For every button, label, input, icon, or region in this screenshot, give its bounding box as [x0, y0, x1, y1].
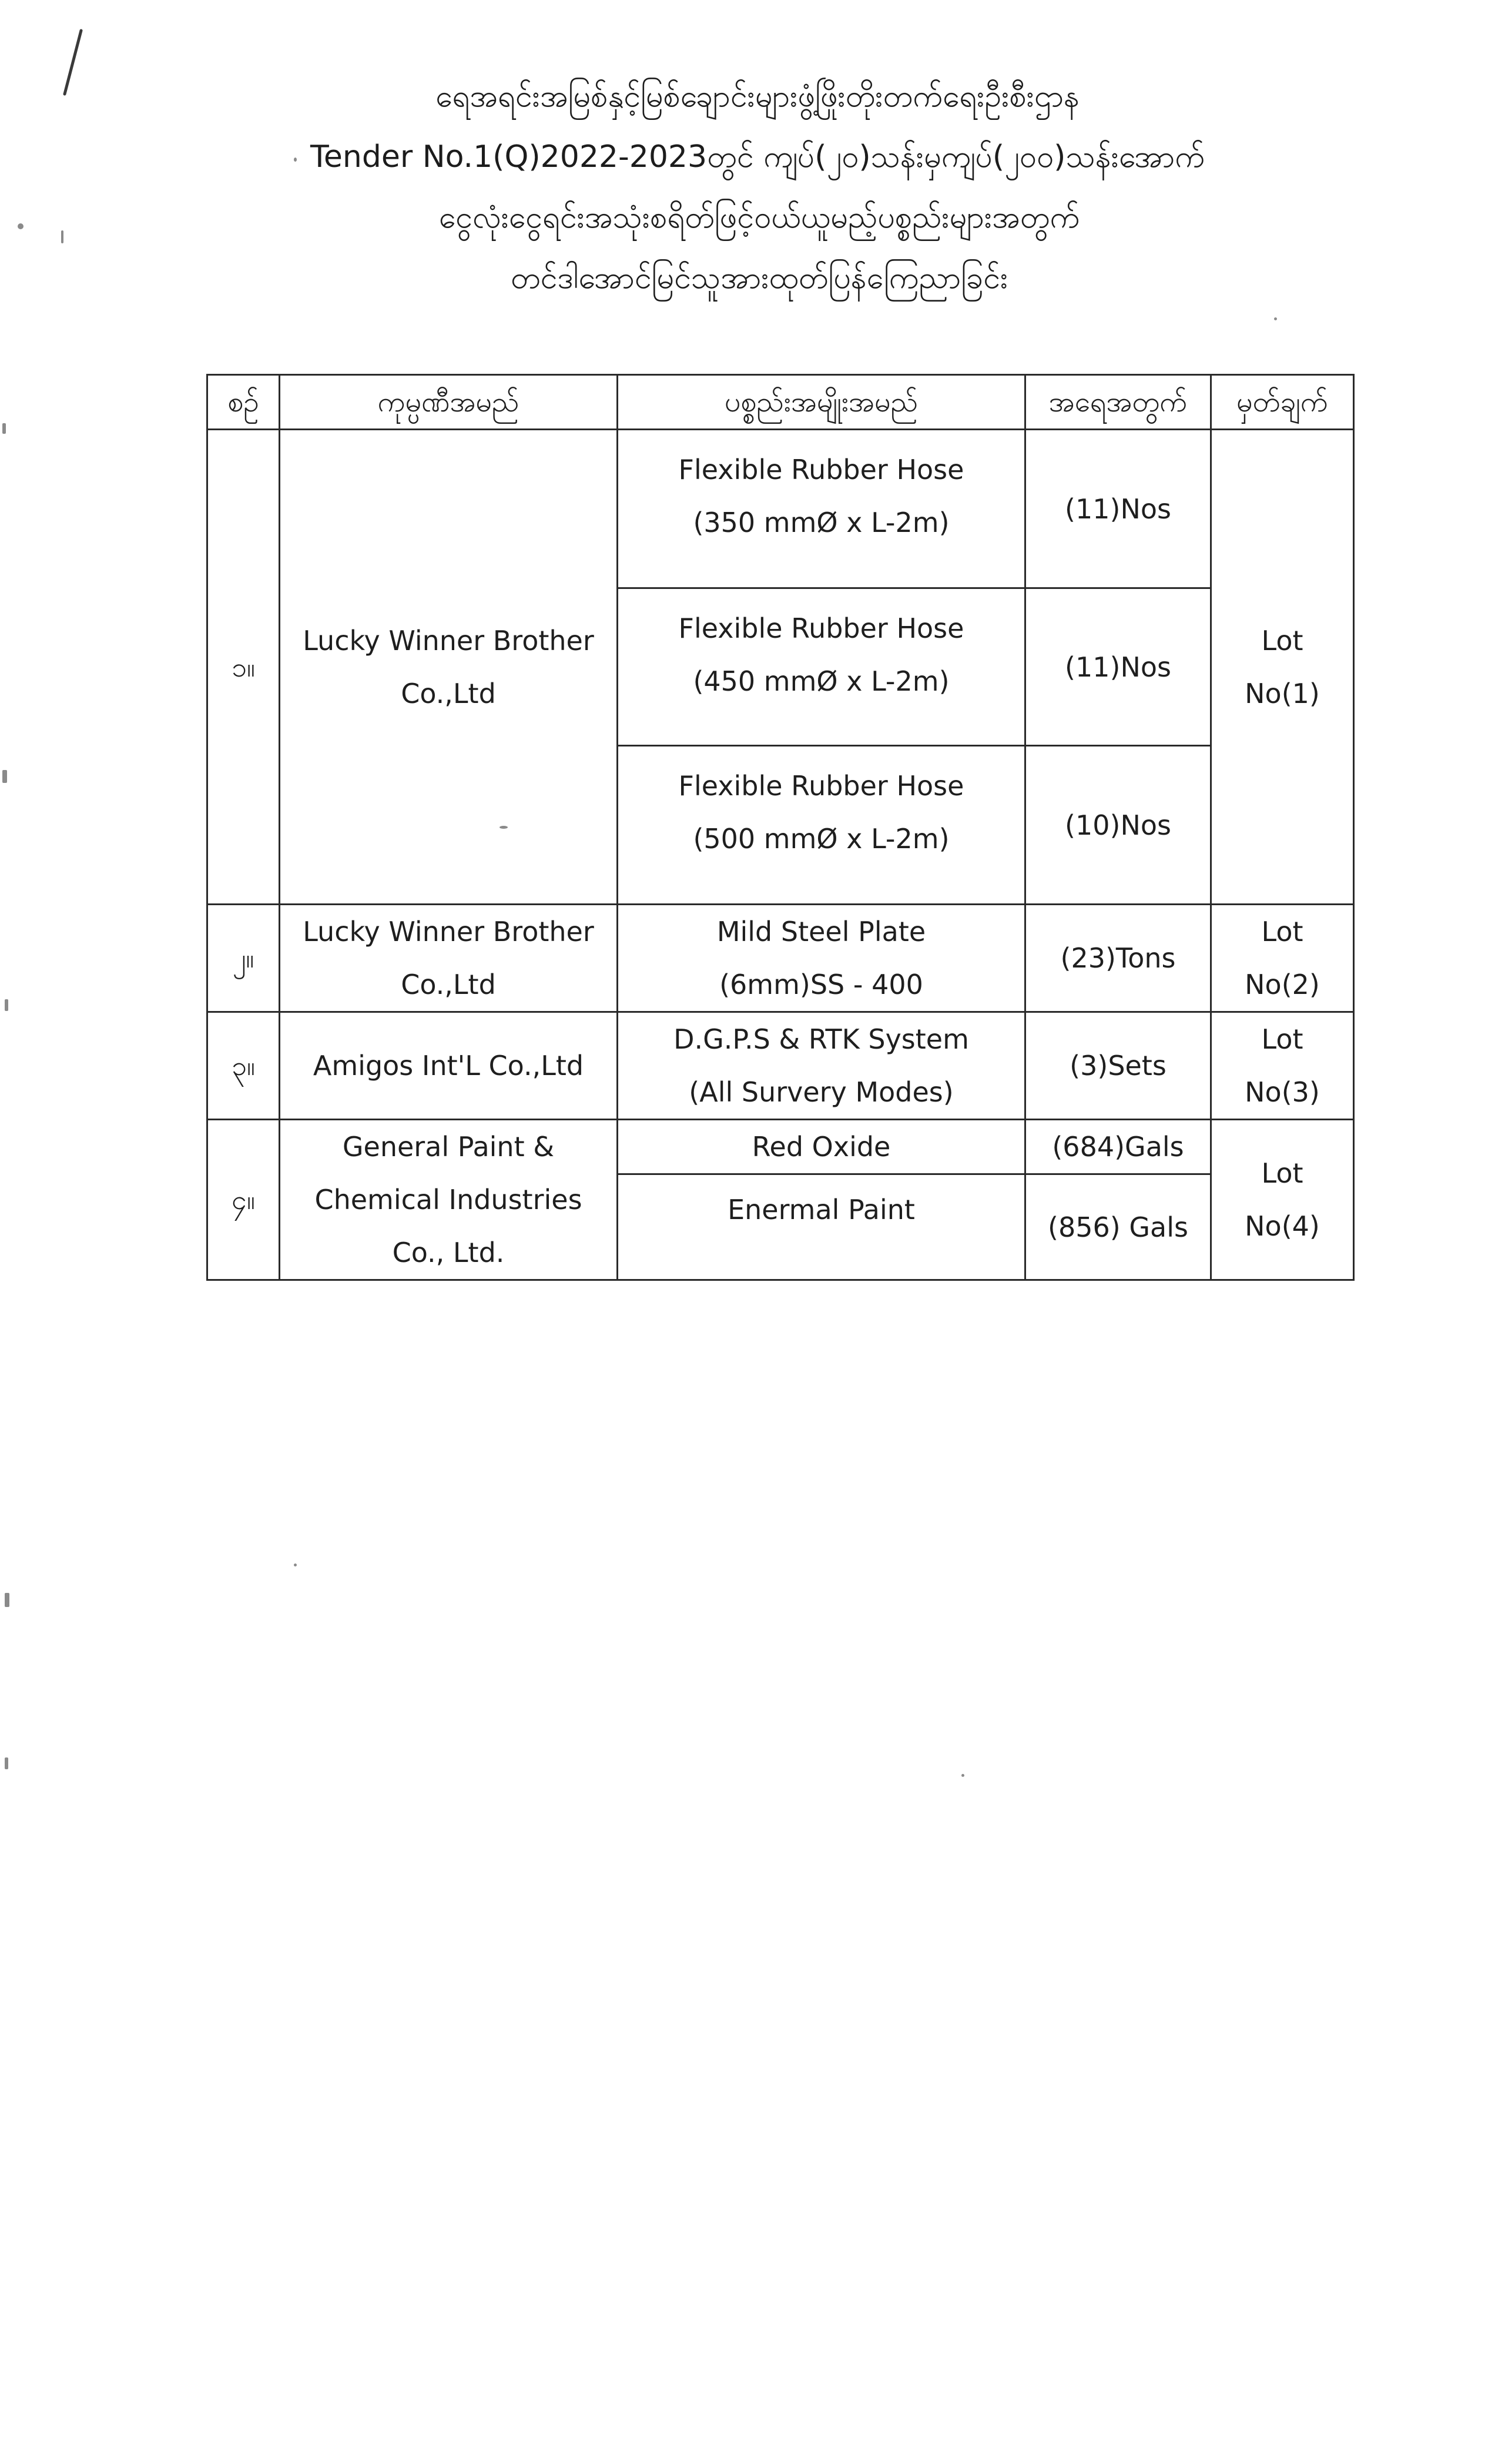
company-name-line: Lucky Winner Brother — [303, 916, 594, 948]
scan-speck — [294, 158, 297, 162]
header-quantity: အရေအတွက် — [1025, 375, 1211, 430]
scan-speck — [5, 1593, 9, 1607]
remark-line: Lot — [1261, 1023, 1303, 1055]
tender-results-table — [206, 374, 1355, 1281]
quantity-cell: (856) Gals — [1025, 1174, 1211, 1280]
table-row — [207, 430, 1354, 588]
scan-speck — [294, 1564, 297, 1566]
item-name-line: D.G.P.S & RTK System — [673, 1023, 969, 1055]
quantity-cell: (10)Nos — [1025, 746, 1211, 905]
remark-line: No(3) — [1245, 1076, 1320, 1108]
company-name-line: Co., Ltd. — [392, 1237, 505, 1268]
remark-line: No(1) — [1245, 677, 1320, 709]
header-no: စဉ် — [207, 375, 280, 430]
company-cell — [280, 430, 618, 905]
item-cell — [618, 1012, 1025, 1120]
item-spec-line: (500 mmØ x L-2m) — [693, 823, 950, 855]
item-name-line: Flexible Rubber Hose — [678, 454, 964, 486]
scan-speck — [18, 223, 24, 229]
row-number: ၃။ — [207, 1012, 280, 1120]
table-header-row — [207, 375, 1354, 430]
item-name-line: Mild Steel Plate — [716, 916, 926, 948]
row-number: ၄။ — [207, 1120, 280, 1280]
scan-speck — [2, 770, 7, 783]
remark-cell — [1211, 1120, 1354, 1280]
table-row — [207, 905, 1354, 1012]
company-name-line: General Paint & — [342, 1131, 555, 1163]
item-cell — [618, 746, 1025, 905]
item-name-line: Flexible Rubber Hose — [678, 612, 964, 644]
item-cell — [618, 905, 1025, 1012]
item-cell: Enermal Paint — [618, 1174, 1025, 1280]
quantity-cell: (3)Sets — [1025, 1012, 1211, 1120]
scan-speck — [2, 423, 6, 434]
remark-line: No(4) — [1245, 1210, 1320, 1242]
remark-cell — [1211, 905, 1354, 1012]
item-spec-line: (450 mmØ x L-2m) — [693, 665, 950, 697]
item-spec-line: (All Survery Modes) — [689, 1076, 954, 1108]
heading-department: ရေအရင်းအမြစ်နှင့်မြစ်ချောင်းများဖွံ့ဖြိုးတိုးတက်ရေးဦးစီးဌာန — [435, 79, 1080, 114]
scan-speck — [5, 1757, 8, 1769]
row-number: ၁။ — [207, 430, 280, 905]
document-heading — [0, 79, 1495, 296]
remark-line: Lot — [1261, 916, 1303, 948]
heading-tender-number: Tender No.1(Q)2022-2023တွင် ကျပ်(၂၀)သန်းမှကျပ်(၂၀၀)သန်းအောက် — [310, 139, 1205, 175]
scan-speck — [961, 1774, 964, 1777]
header-item: ပစ္စည်းအမျိုးအမည် — [618, 375, 1025, 430]
table-row — [207, 1012, 1354, 1120]
company-cell — [280, 905, 618, 1012]
company-name-line: Co.,Ltd — [401, 677, 496, 709]
scan-speck — [500, 826, 508, 829]
remark-line: Lot — [1261, 624, 1303, 657]
item-cell: Red Oxide — [618, 1120, 1025, 1174]
item-cell — [618, 588, 1025, 746]
table-row — [207, 1120, 1354, 1174]
item-name-line: Flexible Rubber Hose — [678, 770, 964, 802]
scan-speck — [5, 999, 8, 1011]
scan-speck — [61, 230, 63, 243]
item-spec-line: (350 mmØ x L-2m) — [693, 507, 950, 538]
item-spec-line: (6mm)SS - 400 — [719, 969, 923, 1000]
item-cell — [618, 430, 1025, 588]
scan-speck — [1274, 317, 1277, 320]
header-company: ကုမ္ပဏီအမည် — [280, 375, 618, 430]
header-remark: မှတ်ချက် — [1211, 375, 1354, 430]
company-name-line: Co.,Ltd — [401, 969, 496, 1000]
heading-purpose: ငွေလုံးငွေရင်းအသုံးစရိတ်ဖြင့်ဝယ်ယူမည့်ပစ္စည်းများအတွက် — [438, 200, 1080, 235]
company-cell: Amigos Int'L Co.,Ltd — [280, 1012, 618, 1120]
remark-line: Lot — [1261, 1157, 1303, 1189]
quantity-cell: (11)Nos — [1025, 588, 1211, 746]
company-name-line: Chemical Industries — [314, 1184, 582, 1216]
remark-cell — [1211, 1012, 1354, 1120]
remark-cell — [1211, 430, 1354, 905]
heading-announcement: တင်ဒါအောင်မြင်သူအားထုတ်ပြန်ကြေညာခြင်း — [510, 260, 1008, 296]
row-number: ၂။ — [207, 905, 280, 1012]
quantity-cell: (684)Gals — [1025, 1120, 1211, 1174]
company-cell — [280, 1120, 618, 1280]
company-name-line: Lucky Winner Brother — [303, 624, 594, 657]
remark-line: No(2) — [1245, 969, 1320, 1000]
quantity-cell: (11)Nos — [1025, 430, 1211, 588]
quantity-cell: (23)Tons — [1025, 905, 1211, 1012]
